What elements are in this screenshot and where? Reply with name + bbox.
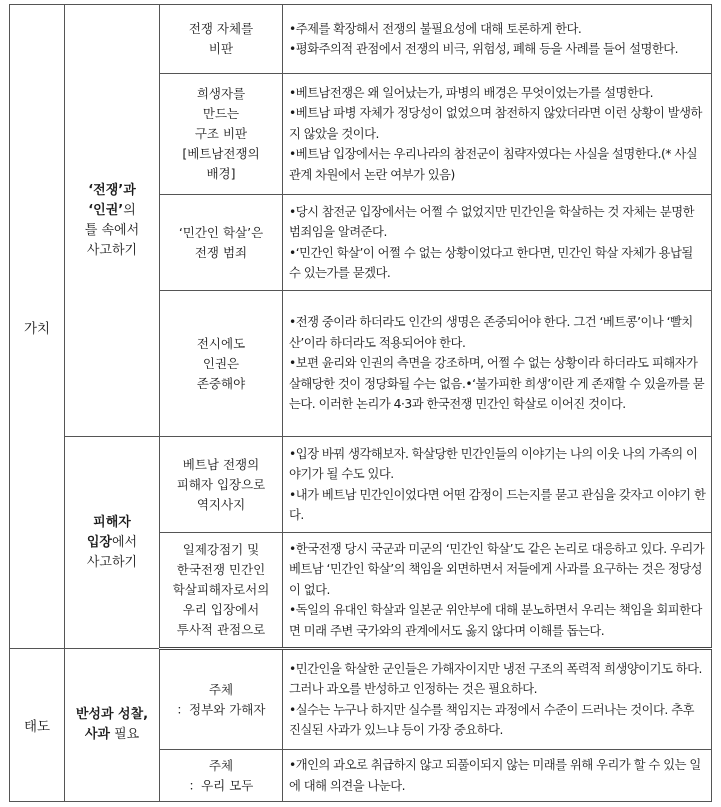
description-cell: •당시 참전군 입장에서는 어쩔 수 없었지만 민간인을 학살하는 것 자체는 분명한 범죄임을 알려준다. •‘민간인 학살’이 어쩔 수 없는 상황이었다고 한다면, 민간인 학살 자체가 용납될 수 있는가를 묻겠다. xyxy=(283,195,712,291)
description-cell: •전쟁 중이라 하더라도 인간의 생명은 존중되어야 한다. 그건 ‘베트콩’이나 ‘빨치산’이라 하더라도 적용되어야 한다. •보편 윤리와 인권의 측면을 강조하며, 어쩔 수 없는 상황이라 하더라도 피해자가 살해당한 것이 정당화될 수는 없음.•‘불가피한 희생’이란 게 존재할 수 있을까를 묻는다. 이러한 논리가 4·3과 한국전쟁 민간인 학살로 이어진 것이다. xyxy=(283,291,712,437)
description-cell: •개인의 과오로 취급하지 않고 되풀이되지 않는 미래를 위해 우리가 할 수 있는 일에 대해 의견을 나눈다. xyxy=(283,750,712,802)
description-cell: •베트남전쟁은 왜 일어났는가, 파병의 배경은 무엇이었는가를 설명한다. •베트남 파병 자체가 정당성이 없었으며 참전하지 않았더라면 이런 상황이 발생하지 않았을 것이다. •베트남 입장에서는 우리나라의 참전군이 침략자였다는 사실을 설명한다.(* 사실관계 차원에서 논란 여부가 있음) xyxy=(283,74,712,195)
theme-war-rights: ‘전쟁’과 ‘인권’의 틀 속에서 사고하기 xyxy=(65,5,160,437)
description-cell: •입장 바꿔 생각해보자. 학살당한 민간인들의 이야기는 나의 이웃 나의 가족의 이야기가 될 수도 있다. •내가 베트남 민간인이었다면 어떤 감정이 드는지를 묻고 관심을 갖자고 이야기 한다. xyxy=(283,437,712,533)
category-value: 가치 xyxy=(10,5,65,649)
theme-victim: 피해자 입장에서 사고하기 xyxy=(65,437,160,649)
subtopic-cell: 전쟁 자체를 비판 xyxy=(160,5,283,74)
subtopic-cell: 전시에도 인권은 존중해야 xyxy=(160,291,283,437)
table-row xyxy=(10,437,712,533)
table-row xyxy=(10,649,712,750)
description-cell: •한국전쟁 당시 국군과 미군의 ‘민간인 학살’도 같은 논리로 대응하고 있다. 우리가 베트남 ‘민간인 학살’의 책임을 외면하면서 저들에게 사과를 요구하는 것은 정당성이 없다. •독일의 유대인 학살과 일본군 위안부에 대해 분노하면서 우리는 책임을 회피한다면 미래 주변 국가와의 관계에서도 옳지 않다며 이해를 돕는다. xyxy=(283,533,712,649)
theme-reflection: 반성과 성찰, 사과 필요 xyxy=(65,649,160,802)
description-cell: •주제를 확장해서 전쟁의 불필요성에 대해 토론하게 한다. •평화주의적 관점에서 전쟁의 비극, 위험성, 폐해 등을 사례를 들어 설명한다. xyxy=(283,5,712,74)
subtopic-cell: 희생자를 만드는 구조 비판 [베트남전쟁의 배경] xyxy=(160,74,283,195)
education-plan-table xyxy=(9,4,712,802)
subtopic-cell: 주체 ：정부와 가해자 xyxy=(160,649,283,750)
table-row xyxy=(10,5,712,74)
subtopic-cell: 베트남 전쟁의 피해자 입장으로 역지사지 xyxy=(160,437,283,533)
description-cell: •민간인을 학살한 군인들은 가해자이지만 냉전 구조의 폭력적 희생양이기도 하다. 그러나 과오를 반성하고 인정하는 것은 필요하다. •실수는 누구나 하지만 실수를 책임지는 과정에서 수준이 드러나는 것이다. 추후 진실된 사과가 있느냐 등이 가장 중요하다. xyxy=(283,649,712,750)
category-attitude: 태도 xyxy=(10,649,65,802)
subtopic-cell: 일제강점기 및 한국전쟁 민간인 학살피해자로서의 우리 입장에서 투사적 관점으로 xyxy=(160,533,283,649)
subtopic-cell: 주체 ：우리 모두 xyxy=(160,750,283,802)
subtopic-cell: ‘민간인 학살’은 전쟁 범죄 xyxy=(160,195,283,291)
